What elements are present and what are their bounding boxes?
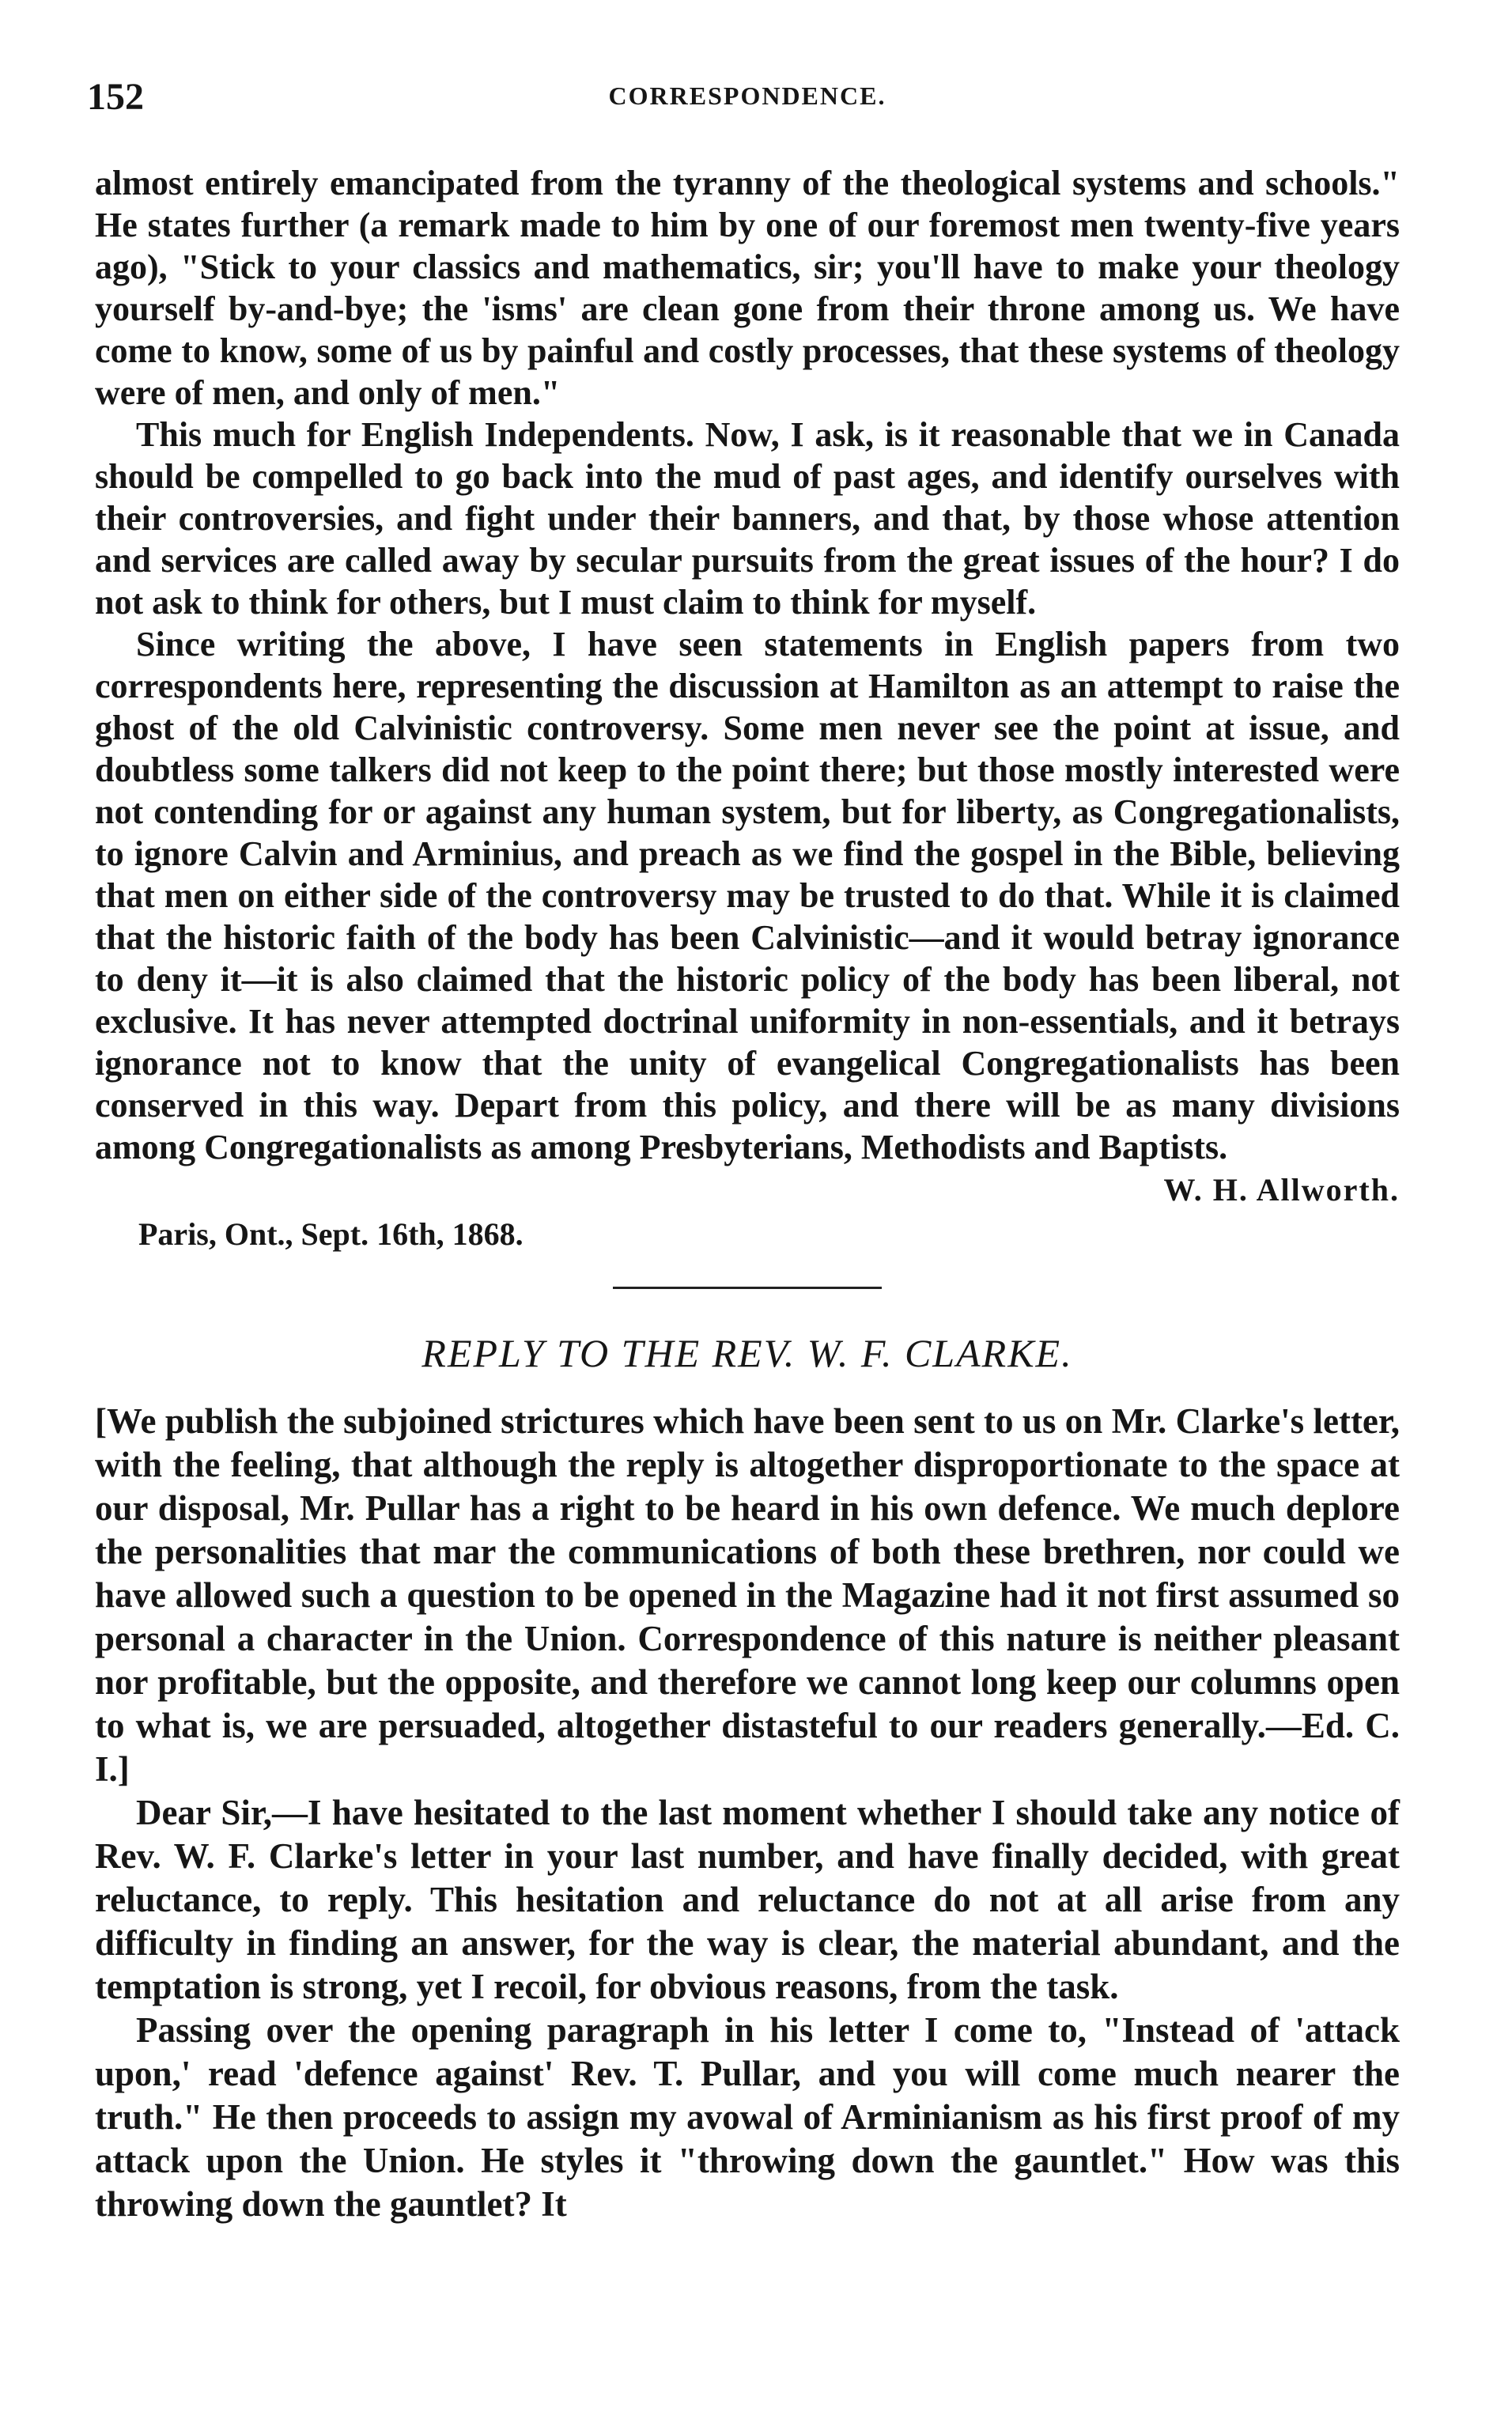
letter-paragraph-1: almost entirely emancipated from the tyranny of the theological systems and schools." He states further (a remark made to him by one of our foremost men twenty-five years ago), "Stick to your classics and mathematics, sir; you'll have to make your theology yourself by-and-bye; the 'isms' are clean gone from their throne among us. We have come to know, some of us by painful and costly processes, that these systems of theology were of men, and only of men."	[95, 164, 1400, 412]
section-divider	[613, 1287, 882, 1289]
letter-paragraph-3: Since writing the above, I have seen statements in English papers from two correspondents here, representing the discussion at Hamilton as an attempt to raise the ghost of the old Calvinistic controversy. Some men never see the point at issue, and doubtless some talkers did not keep to the point there; but those mostly interested were not contending for or against any human system, but for liberty, as Congregationalists, to ignore Calvin and Arminius, and preach as we find the gospel in the Bible, believing that men on either side of the controversy may be trusted to do that. While it is claimed that the historic faith of the body has been Calvinistic—and it would betray ignorance to deny it—it is also claimed that the historic policy of the body has been liberal, not exclusive. It has never attempted doctrinal uniformity in non-essentials, and it betrays ignorance not to know that the unity of evangelical Congregationalists has been conserved in this way. Depart from this policy, and there will be as many divisions among Congregationalists as among Presbyterians, Methodists and Baptists.	[95, 625, 1400, 1166]
reply-title: REPLY TO THE REV. W. F. CLARKE.	[421, 1331, 1073, 1375]
page-number: 152	[87, 76, 144, 118]
editor-note: [We publish the subjoined strictures which have been sent to us on Mr. Clarke's letter, with the feeling, that although the reply is altogether disproportionate to the space at our disposal, Mr. Pullar has a right to be heard in his own defence. We much deplore the personalities that mar the communications of both these brethren, nor could we have allowed such a question to be opened in the Magazine had it not first assumed so personal a character in the Union. Correspondence of this nature is neither pleasant nor profitable, but the opposite, and therefore we cannot long keep our columns open to what is, we are persuaded, altogether distasteful to our readers generally.—Ed. C. I.]	[95, 1401, 1400, 1789]
reply-paragraph-2: Passing over the opening paragraph in his letter I come to, "Instead of 'attack upon,' read 'defence against' Rev. T. Pullar, and you will come much nearer the truth." He then proceeds to assign my avowal of Arminianism as his first proof of my attack upon the Union. He styles it "throwing down the gauntlet." How was this throwing down the gauntlet? It	[95, 2010, 1400, 2224]
letter-signature: W. H. Allworth.	[1163, 1172, 1400, 1208]
reply-paragraph-1: Dear Sir,—I have hesitated to the last moment whether I should take any notice of Rev. W. F. Clarke's letter in your last number, and have finally decided, with great reluctance, to reply. This hesitation and reluctance do not at all arise from any difficulty in finding an answer, for the way is clear, the material abundant, and the temptation is strong, yet I recoil, for obvious reasons, from the task.	[95, 1793, 1400, 2006]
reply-section	[95, 1330, 1400, 2226]
letter-paragraph-2: This much for English Independents. Now, I ask, is it reasonable that we in Canada should be compelled to go back into the mud of past ages, and identify ourselves with their controversies, and fight under their banners, and that, by those whose attention and services are called away by secular pursuits from the great issues of the hour? I do not ask to think for others, but I must claim to think for myself.	[95, 415, 1400, 622]
letter-body	[95, 162, 1400, 1168]
scanned-page	[87, 75, 1400, 2226]
page-header	[87, 75, 1400, 121]
letter-place-date: Paris, Ont., Sept. 16th, 1868.	[138, 1216, 524, 1252]
running-head: CORRESPONDENCE.	[608, 81, 886, 110]
